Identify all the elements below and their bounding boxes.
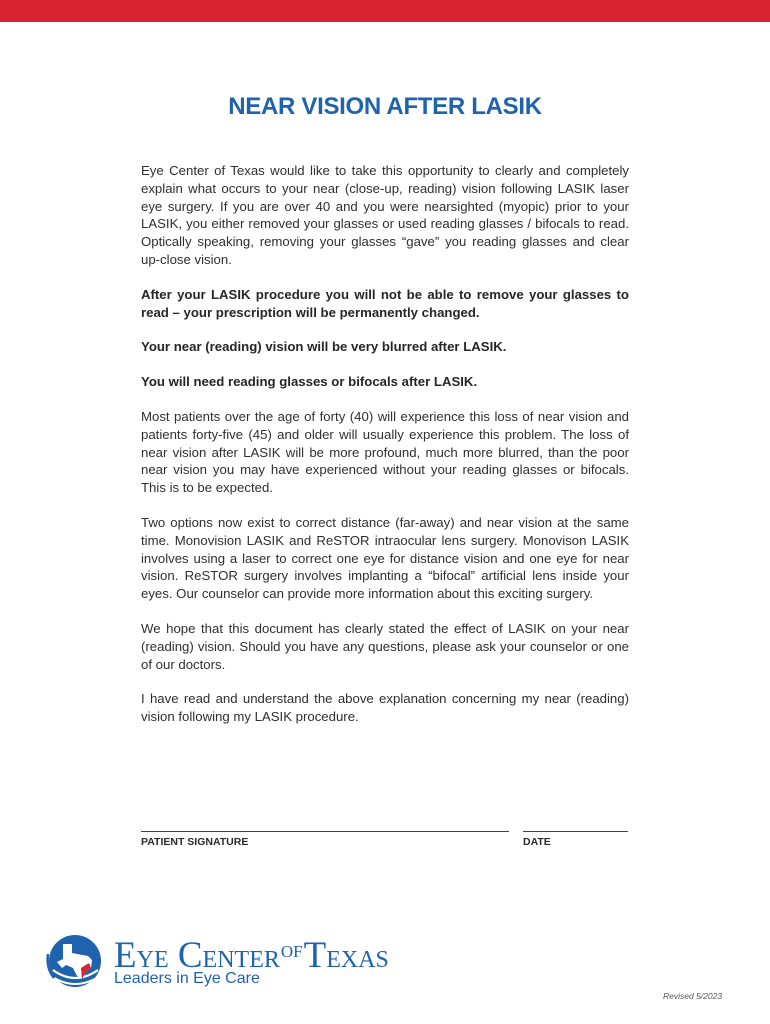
document-body — [141, 162, 629, 743]
logo-wordmark: EYE $CENTER^{OF}TEXAS$ — [114, 935, 389, 976]
closing-paragraph: We hope that this document has clearly stated the effect of LASIK on your near (reading) vision. Should you have any questions, please ask your counselor or one of our doctors. — [141, 620, 629, 672]
intro-paragraph: Eye Center of Texas would like to take this opportunity to clearly and completely explain what occurs to your near (close-up, reading) vision following LASIK laser eye surgery. If you are over 40 and you were nearsighted (myopic) prior to your LASIK, you either removed your glasses or used reading glasses / bifocals to read. Optically speaking, removing your glasses “gave” you reading glasses and clear up-close vision. — [141, 163, 629, 267]
date-line[interactable] — [523, 831, 628, 832]
revision-date: Revised 5/2023 — [663, 991, 723, 1001]
options-paragraph: Two options now exist to correct distance (far-away) and near vision at the same time. Monovision LASIK and ReSTOR intraocular lens surgery. Monovison LASIK involves using a laser to correct one eye for distance vision and one eye for near vision. ReSTOR surgery involves implanting a “bifocal” artificial lens inside your eyes. Our counselor can provide more information about this exciting surgery. — [141, 514, 629, 602]
reading-glasses-warning: You will need reading glasses or bifocals after LASIK. — [141, 374, 478, 390]
prescription-warning: After your LASIK procedure you will not be able to remove your glasses to read – your prescription will be permanently changed. — [141, 286, 629, 320]
date-label: DATE — [523, 836, 551, 848]
document-title: NEAR VISION AFTER LASIK — [228, 93, 542, 120]
top-red-bar — [0, 0, 770, 22]
age-paragraph: Most patients over the age of forty (40) will experience this loss of near vision and patients forty-five (45) and older will usually experience this problem. The loss of near vision after LASIK will be more profound, much more blurred, than the poor near vision you may have experienced without your reading glasses or bifocals. This is to be expected. — [141, 408, 629, 496]
texas-eye-logo-icon — [44, 932, 106, 990]
acknowledgement-paragraph: I have read and understand the above explanation concerning my near (reading) vision following my LASIK procedure. — [141, 691, 629, 725]
patient-signature-line[interactable] — [141, 831, 509, 832]
blurred-vision-warning: Your near (reading) vision will be very blurred after LASIK. — [141, 339, 507, 355]
eye-center-logo — [44, 930, 444, 1000]
patient-signature-label: PATIENT SIGNATURE — [141, 836, 249, 848]
logo-tagline: Leaders in Eye Care — [114, 970, 260, 987]
